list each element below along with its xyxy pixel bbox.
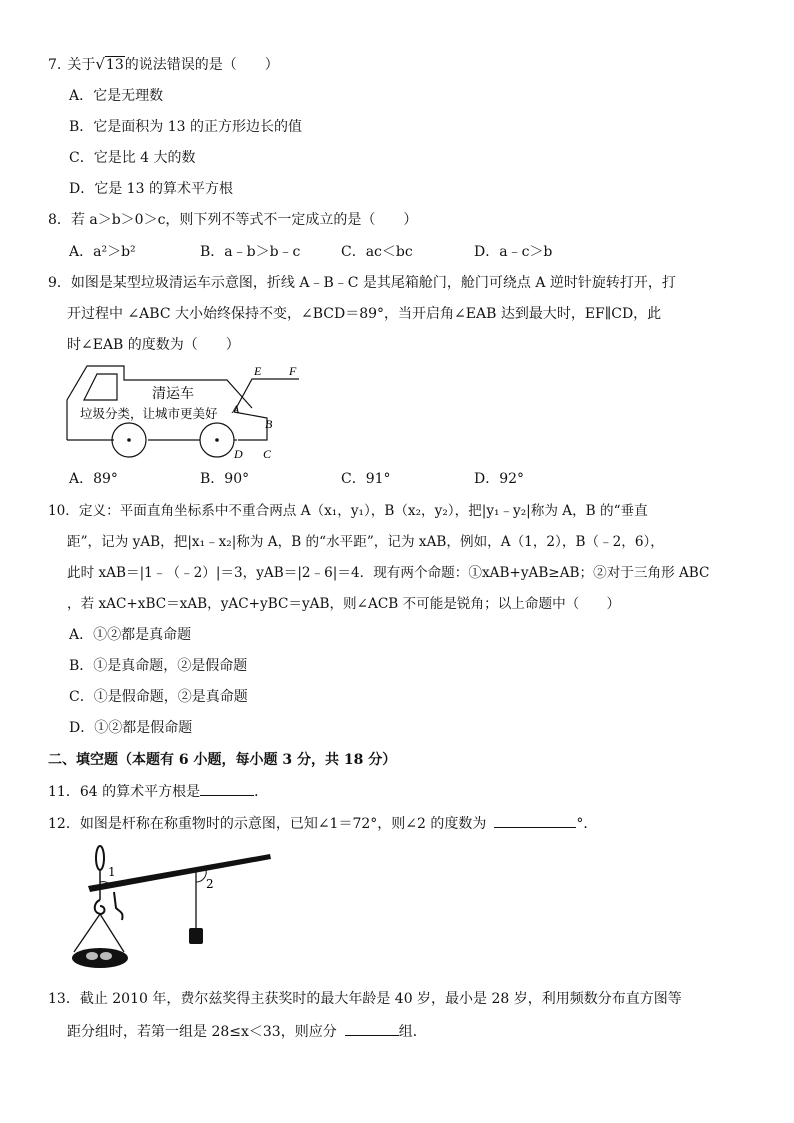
q13-line-2 bbox=[67, 1021, 427, 1042]
lower-hook bbox=[95, 900, 105, 914]
q8-option-a: A．a²＞b² bbox=[69, 244, 136, 260]
truck-slogan: 垃圾分类，让城市更美好 bbox=[80, 406, 218, 421]
q10-option-d: D．①②都是假命题 bbox=[69, 720, 193, 736]
q9-option-b: B．90° bbox=[200, 471, 250, 487]
top-hook bbox=[96, 846, 104, 870]
q7-stem bbox=[48, 54, 279, 75]
q8-stem: 8．若 a＞b＞0＞c，则下列不等式不一定成立的是（ ） bbox=[48, 212, 418, 228]
q13-end: 组． bbox=[398, 1024, 427, 1040]
q10-line-3: 此时 xAB＝|1﹣（﹣2）|＝3，yAB＝|2﹣6|＝4．现有两个命题：①xAB+yAB≥AB；②对于三角形 ABC bbox=[67, 565, 710, 581]
q7-option-a: A．它是无理数 bbox=[69, 88, 164, 104]
q8-option-d: D．a﹣c＞b bbox=[474, 244, 553, 260]
tail-door-line bbox=[234, 412, 267, 440]
label-d: D bbox=[234, 447, 243, 461]
q11-answer-blank bbox=[200, 781, 254, 796]
label-e: E bbox=[254, 364, 262, 378]
q7-option-d: D．它是 13 的算术平方根 bbox=[69, 181, 233, 197]
q10-line-2: 距”，记为 yAB，把|x₁﹣x₂|称为 A，B 的“水平距”，记为 xAB，例如，A（1，2），B（﹣2，6）， bbox=[67, 534, 664, 550]
q12-end: °． bbox=[576, 816, 598, 832]
q10-option-c: C．①是假命题，②是真命题 bbox=[69, 689, 248, 705]
angle-2-label: 2 bbox=[206, 877, 214, 891]
q7-radicand: 13 bbox=[105, 57, 124, 73]
q12-text: 12．如图是杆称在称重物时的示意图，已知∠1＝72°，则∠2 的度数为 bbox=[48, 816, 487, 832]
q10-option-b: B．①是真命题，②是假命题 bbox=[69, 658, 248, 674]
q8-option-b: B．a﹣b＞b﹣c bbox=[200, 244, 301, 260]
q10-option-a: A．①②都是真命题 bbox=[69, 627, 192, 643]
q7-option-b: B．它是面积为 13 的正方形边长的值 bbox=[69, 119, 303, 135]
q9-line-3: 时∠EAB 的度数为（ ） bbox=[67, 337, 240, 353]
garbage-truck-figure bbox=[62, 360, 312, 470]
label-a: A bbox=[232, 402, 240, 416]
q13-line-1: 13．截止 2010 年，费尔兹奖得主获奖时的最大年龄是 40 岁，最小是 28 岁，利用频数分布直方图等 bbox=[48, 991, 682, 1007]
q7-number: 7. bbox=[48, 57, 62, 73]
q7-stem-pre: 关于 bbox=[67, 57, 96, 73]
label-c: C bbox=[263, 447, 272, 461]
q9-line-2: 开过程中 ∠ABC 大小始终保持不变，∠BCD＝89°，当开启角∠EAB 达到最大时，EF∥CD，此 bbox=[67, 306, 662, 322]
q9-option-d: D．92° bbox=[474, 471, 525, 487]
q13-answer-blank bbox=[345, 1021, 399, 1036]
q11-end: ． bbox=[254, 784, 269, 800]
label-b: B bbox=[265, 417, 273, 431]
q12-answer-blank bbox=[494, 813, 576, 828]
truck-cab-window bbox=[84, 374, 117, 400]
q10-line-4: ，若 xAC+xBC＝xAB，yAC+yBC＝yAB，则∠ACB 不可能是锐角；以上命题中（ ） bbox=[67, 596, 621, 612]
q8-option-c: C．ac＜bc bbox=[341, 244, 413, 260]
sqrt-symbol: √ bbox=[95, 55, 105, 73]
q9-option-c: C．91° bbox=[341, 471, 391, 487]
q12-stem bbox=[48, 813, 597, 834]
q11-text: 11．64 的算术平方根是 bbox=[48, 784, 201, 800]
label-f: F bbox=[289, 364, 297, 378]
section-heading: 二、填空题（本题有 6 小题，每小题 3 分，共 18 分） bbox=[48, 752, 397, 768]
steelyard-figure bbox=[64, 842, 279, 977]
q10-line-1: 10．定义：平面直角坐标系中不重合两点 A（x₁，y₁），B（x₂，y₂），把|y₁﹣y₂|称为 A，B 的“垂直 bbox=[48, 503, 648, 519]
q7-option-c: C．它是比 4 大的数 bbox=[69, 150, 196, 166]
q7-stem-post: 的说法错误的是（ ） bbox=[124, 57, 279, 73]
q11-stem bbox=[48, 781, 268, 802]
ef-line bbox=[234, 379, 299, 412]
truck-title: 清运车 bbox=[152, 386, 194, 402]
q9-line-1: 9．如图是某型垃圾清运车示意图，折线 A﹣B﹣C 是其尾箱舱门，舱门可绕点 A 逆时针旋转打开，打 bbox=[48, 275, 676, 291]
angle-1-label: 1 bbox=[108, 865, 116, 879]
counterweight bbox=[189, 928, 203, 944]
q13-text: 距分组时，若第一组是 28≤x＜33，则应分 bbox=[67, 1024, 337, 1040]
q9-option-a: A．89° bbox=[69, 471, 118, 487]
scale-pan bbox=[72, 948, 128, 968]
truck-cab-outline bbox=[67, 366, 252, 440]
